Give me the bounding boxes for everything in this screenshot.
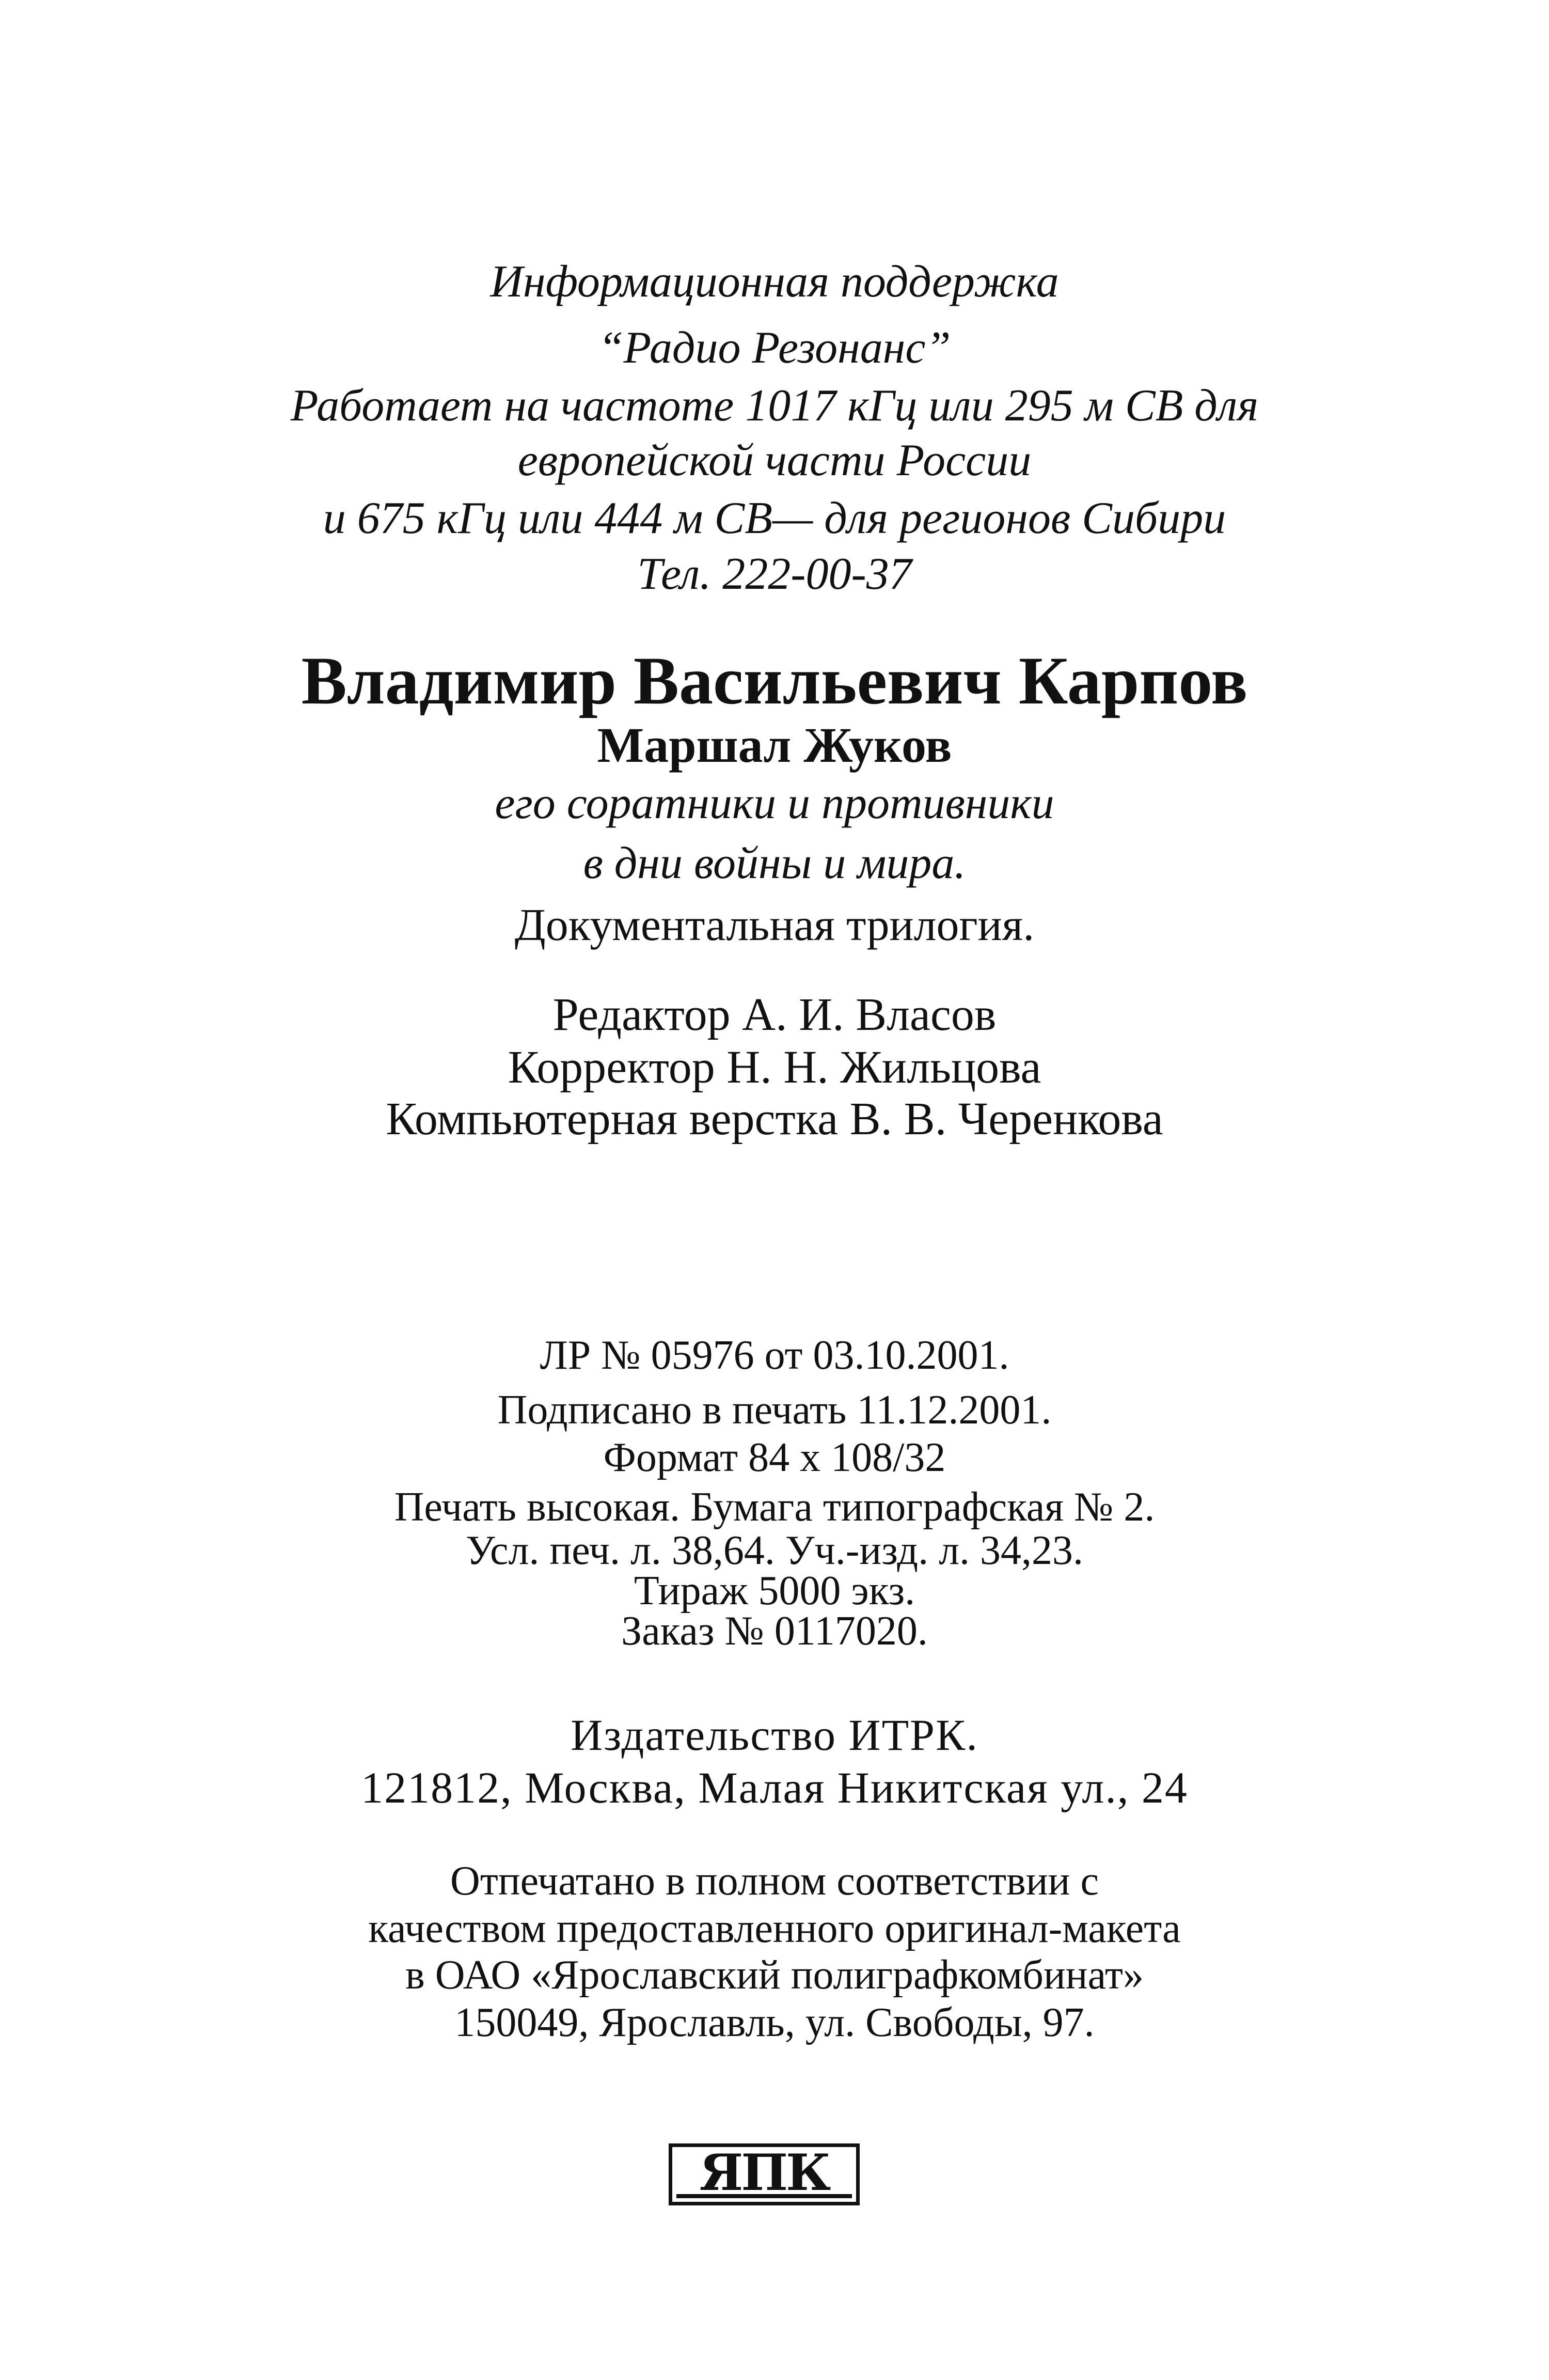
proofreader-credit: Корректор Н. Н. Жильцова bbox=[508, 1042, 1041, 1093]
printing-house-logo bbox=[669, 2143, 860, 2205]
license-number: ЛР № 05976 от 03.10.2001. bbox=[540, 1333, 1009, 1378]
printed-sheets: Усл. печ. л. 38,64. Уч.-изд. л. 34,23. bbox=[465, 1528, 1084, 1573]
printing-note-line2: качеством предоставленного оригинал-макета bbox=[368, 1906, 1181, 1951]
signed-to-print: Подписано в печать 11.12.2001. bbox=[497, 1387, 1052, 1433]
printing-note-line1: Отпечатано в полном соответствии с bbox=[450, 1858, 1099, 1904]
printing-address: 150049, Ярославль, ул. Свободы, 97. bbox=[454, 2000, 1095, 2045]
radio-support-heading: Информационная поддержка bbox=[490, 257, 1059, 307]
printing-house: в ОАО «Ярославский полиграфкомбинат» bbox=[405, 1952, 1144, 1998]
layout-credit: Компьютерная верстка В. В. Черенкова bbox=[386, 1093, 1163, 1145]
paper-type: Печать высокая. Бумага типографская № 2. bbox=[394, 1484, 1155, 1530]
logo-text: ЯПК bbox=[676, 2151, 852, 2198]
radio-frequency-line: Работает на частоте 1017 кГц или 295 м СВ для bbox=[290, 381, 1259, 431]
book-title: Маршал Жуков bbox=[597, 717, 952, 773]
radio-region-line: европейской части России bbox=[517, 435, 1032, 486]
author-name: Владимир Васильевич Карпов bbox=[301, 643, 1248, 718]
publisher-address: 121812, Москва, Малая Никитская ул., 24 bbox=[361, 1763, 1188, 1812]
book-subtitle-line2: в дни войны и мира. bbox=[583, 838, 966, 888]
book-format: Формат 84 х 108/32 bbox=[603, 1435, 946, 1480]
book-genre: Документальная трилогия. bbox=[514, 900, 1035, 950]
radio-phone: Тел. 222-00-37 bbox=[637, 549, 912, 599]
editor-credit: Редактор А. И. Власов bbox=[552, 989, 997, 1040]
order-number: Заказ № 0117020. bbox=[621, 1608, 928, 1654]
radio-station-name: “Радио Резонанс” bbox=[598, 323, 951, 373]
radio-siberia-line: и 675 кГц или 444 м СВ— для регионов Сибири bbox=[323, 493, 1226, 543]
book-subtitle-line1: его соратники и противники bbox=[495, 778, 1054, 828]
publisher-name: Издательство ИТРК. bbox=[571, 1710, 978, 1760]
circulation: Тираж 5000 экз. bbox=[634, 1568, 915, 1614]
